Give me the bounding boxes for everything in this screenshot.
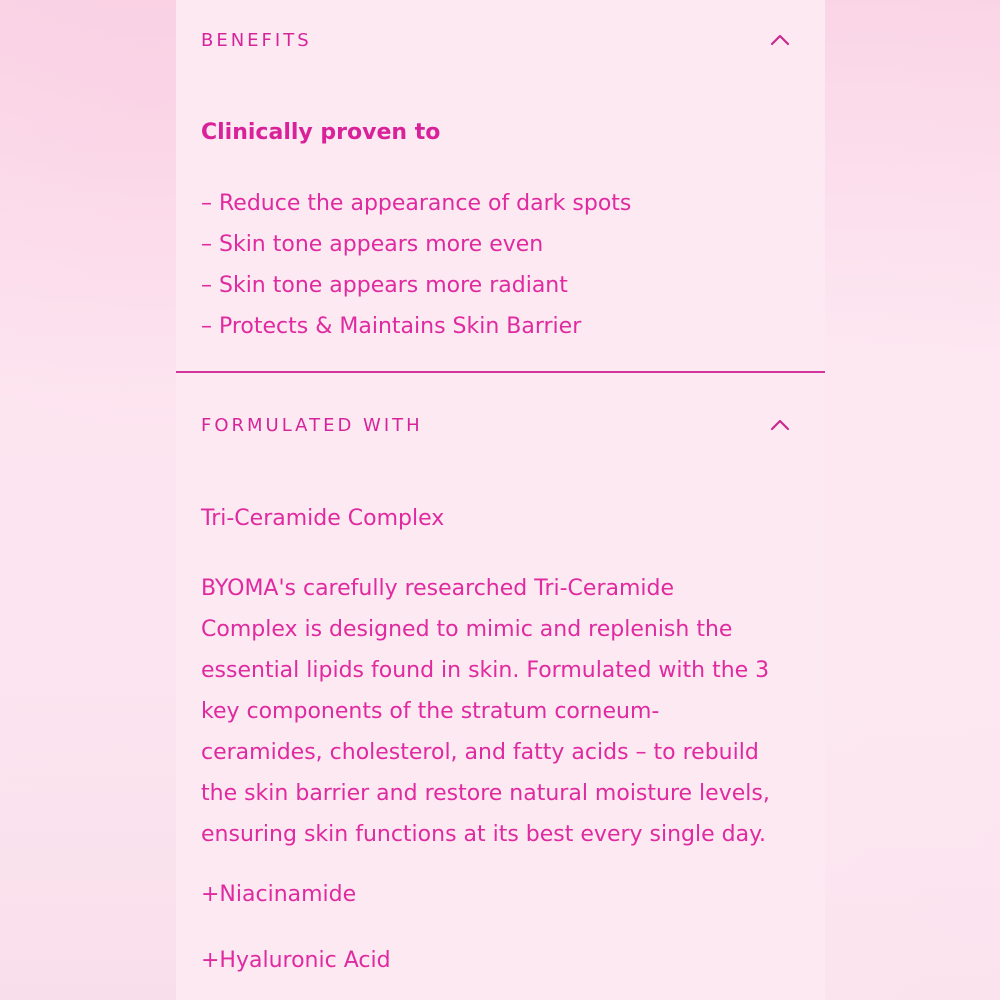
background-right — [825, 0, 1000, 1000]
formulated-title: FORMULATED WITH — [201, 414, 423, 436]
description-line: ceramides, cholesterol, and fatty acids – to rebuild — [201, 740, 759, 765]
description-line: Complex is designed to mimic and replenish the — [201, 617, 733, 642]
benefit-item: – Skin tone appears more even — [201, 232, 544, 257]
description-line: ensuring skin functions at its best every single day. — [201, 822, 766, 847]
benefits-title: BENEFITS — [201, 29, 312, 51]
description-line: essential lipids found in skin. Formulated with the 3 — [201, 658, 770, 683]
benefit-item: – Protects & Maintains Skin Barrier — [201, 314, 582, 339]
complex-description — [201, 568, 801, 855]
benefits-accordion-header[interactable] — [201, 20, 800, 60]
product-details-panel — [176, 0, 825, 1000]
benefit-item: – Reduce the appearance of dark spots — [201, 191, 632, 216]
ingredient-niacinamide: +Niacinamide — [201, 882, 357, 907]
benefit-item: – Skin tone appears more radiant — [201, 273, 568, 298]
description-line: BYOMA's carefully researched Tri-Ceramide — [201, 576, 675, 601]
complex-title: Tri-Ceramide Complex — [201, 506, 445, 531]
background-left — [0, 0, 176, 1000]
formulated-accordion-header[interactable] — [201, 405, 800, 445]
description-line: key components of the stratum corneum- — [201, 699, 660, 724]
description-line: the skin barrier and restore natural moisture levels, — [201, 781, 770, 806]
benefits-subtitle: Clinically proven to — [201, 120, 441, 145]
ingredient-hyaluronic-acid: +Hyaluronic Acid — [201, 948, 391, 973]
chevron-up-icon[interactable] — [760, 410, 800, 440]
section-divider — [176, 371, 825, 373]
benefits-list — [201, 183, 631, 347]
chevron-up-icon[interactable] — [760, 25, 800, 55]
